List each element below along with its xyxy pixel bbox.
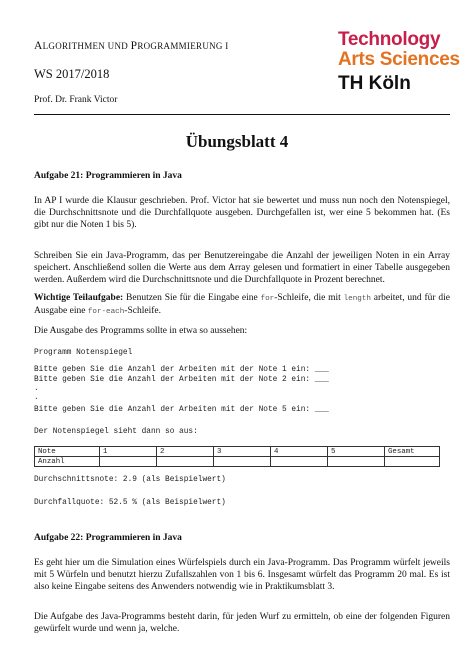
grade-table-cell xyxy=(328,457,385,467)
output-title-line: Programm Notenspiegel xyxy=(34,349,133,357)
task21-hint-text3: arbeitet, und für die Ausgabe eine xyxy=(34,293,450,317)
logo-th-koeln: TH Köln xyxy=(338,73,411,94)
semester: WS 2017/2018 xyxy=(34,67,110,81)
sheet-title: Übungsblatt 4 xyxy=(185,132,289,151)
task22-paragraph-1: Es geht hier um die Simulation eines Würfelspiels durch ein Java-Programm. Das Programm würfelt jeweils mit 5 Würfeln und benutzt hierzu Zufallszahlen von 1 bis 6. Insgesamt würfelt das Programm 20 mal. Es ist also keine Eingabe seitens des Anwenders notwendig wie in Praktikumsblatt 3. xyxy=(34,558,450,593)
output-input-line-2: Bitte geben Sie die Anzahl der Arbeiten mit der Note 2 ein: ___ xyxy=(34,376,329,384)
grade-table-header-cell: 5 xyxy=(328,447,385,457)
grade-table-header-cell: Note xyxy=(35,447,100,457)
header-divider xyxy=(34,114,450,115)
output-notenspiegel-line: Der Notenspiegel sieht dann so aus: xyxy=(34,428,198,436)
task21-hint-code-foreach: for-each xyxy=(87,308,125,317)
grade-table-cell xyxy=(157,457,214,467)
logo-arts-sciences: Arts Sciences xyxy=(338,49,460,70)
course-title-part1: LGORITHMEN UND xyxy=(42,41,131,51)
grade-table-count-row xyxy=(35,457,440,467)
output-input-line-1: Bitte geben Sie die Anzahl der Arbeiten mit der Note 1 ein: ___ xyxy=(34,366,329,374)
task21-paragraph-2: Schreiben Sie ein Java-Programm, das per Benutzereingabe die Anzahl der jeweiligen Noten in ein Array speichert. Anschließend sollen die Werte aus dem Array gelesen und formatiert in einer Tabelle ausgegeben werden. Außerdem wird die Durchschnittsnote und die Durchfallquote in Prozent berechnet. xyxy=(34,251,450,286)
output-input-line-5: Bitte geben Sie die Anzahl der Arbeiten mit der Note 5 ein: ___ xyxy=(34,406,329,414)
task21-hint-code-length: length xyxy=(343,295,371,303)
task21-paragraph-3: Die Ausgabe des Programms sollte in etwa so aussehen: xyxy=(34,326,248,336)
output-ellipsis-dot-1: . xyxy=(34,385,39,393)
grade-table-cell xyxy=(385,457,440,467)
grade-table-row-label: Anzahl xyxy=(35,457,100,467)
grade-table-cell xyxy=(271,457,328,467)
professor: Prof. Dr. Frank Victor xyxy=(34,95,118,105)
task21-hint-text2: -Schleife, die mit xyxy=(274,293,344,303)
logo-technology: Technology xyxy=(338,29,441,50)
grade-table-cell xyxy=(214,457,271,467)
grade-table-header-cell: Gesamt xyxy=(385,447,440,457)
grade-table-header-cell: 3 xyxy=(214,447,271,457)
task21-heading: Aufgabe 21: Programmieren in Java xyxy=(34,171,182,181)
task21-paragraph-1: In AP I wurde die Klausur geschrieben. Prof. Victor hat sie bewertet und muss nun noch den Notenspiegel, die Durchschnittsnote und die Durchfallquote ausgeben. Durchgefallen ist, wer eine 5 bekommen hat. (Es gibt nur die Noten 1 bis 5). xyxy=(34,196,450,231)
grade-table-cell xyxy=(100,457,157,467)
output-ellipsis-dot-2: . xyxy=(34,394,39,402)
grade-table-header-cell: 2 xyxy=(157,447,214,457)
grade-table-header-cell: 4 xyxy=(271,447,328,457)
course-title-cap-p: P xyxy=(130,40,138,52)
task21-hint-text1: Benutzen Sie für die Eingabe eine xyxy=(123,293,261,303)
task21-hint-code-for: for xyxy=(260,295,275,303)
grade-table-header-row xyxy=(35,447,440,457)
course-title-part2: ROGRAMMIERUNG I xyxy=(137,41,229,51)
grade-table xyxy=(34,446,440,467)
task21-hint-label: Wichtige Teilaufgabe: xyxy=(34,293,124,303)
course-title xyxy=(34,40,229,52)
grade-table-header-cell: 1 xyxy=(100,447,157,457)
course-title-cap-a: A xyxy=(34,40,43,52)
output-failrate-line: Durchfallquote: 52.5 % (als Beispielwert) xyxy=(34,499,226,507)
th-koeln-logo xyxy=(338,30,460,93)
task21-hint-text4: -Schleife. xyxy=(124,306,161,317)
task22-paragraph-2: Die Aufgabe des Java-Programms besteht darin, für jeden Wurf zu ermitteln, ob eine der folgenden Figuren gewürfelt wurde und wenn ja, welche. xyxy=(34,612,450,635)
task22-heading: Aufgabe 22: Programmieren in Java xyxy=(34,533,182,543)
task21-hint xyxy=(34,292,450,318)
output-average-line: Durchschnittsnote: 2.9 (als Beispielwert) xyxy=(34,476,226,484)
